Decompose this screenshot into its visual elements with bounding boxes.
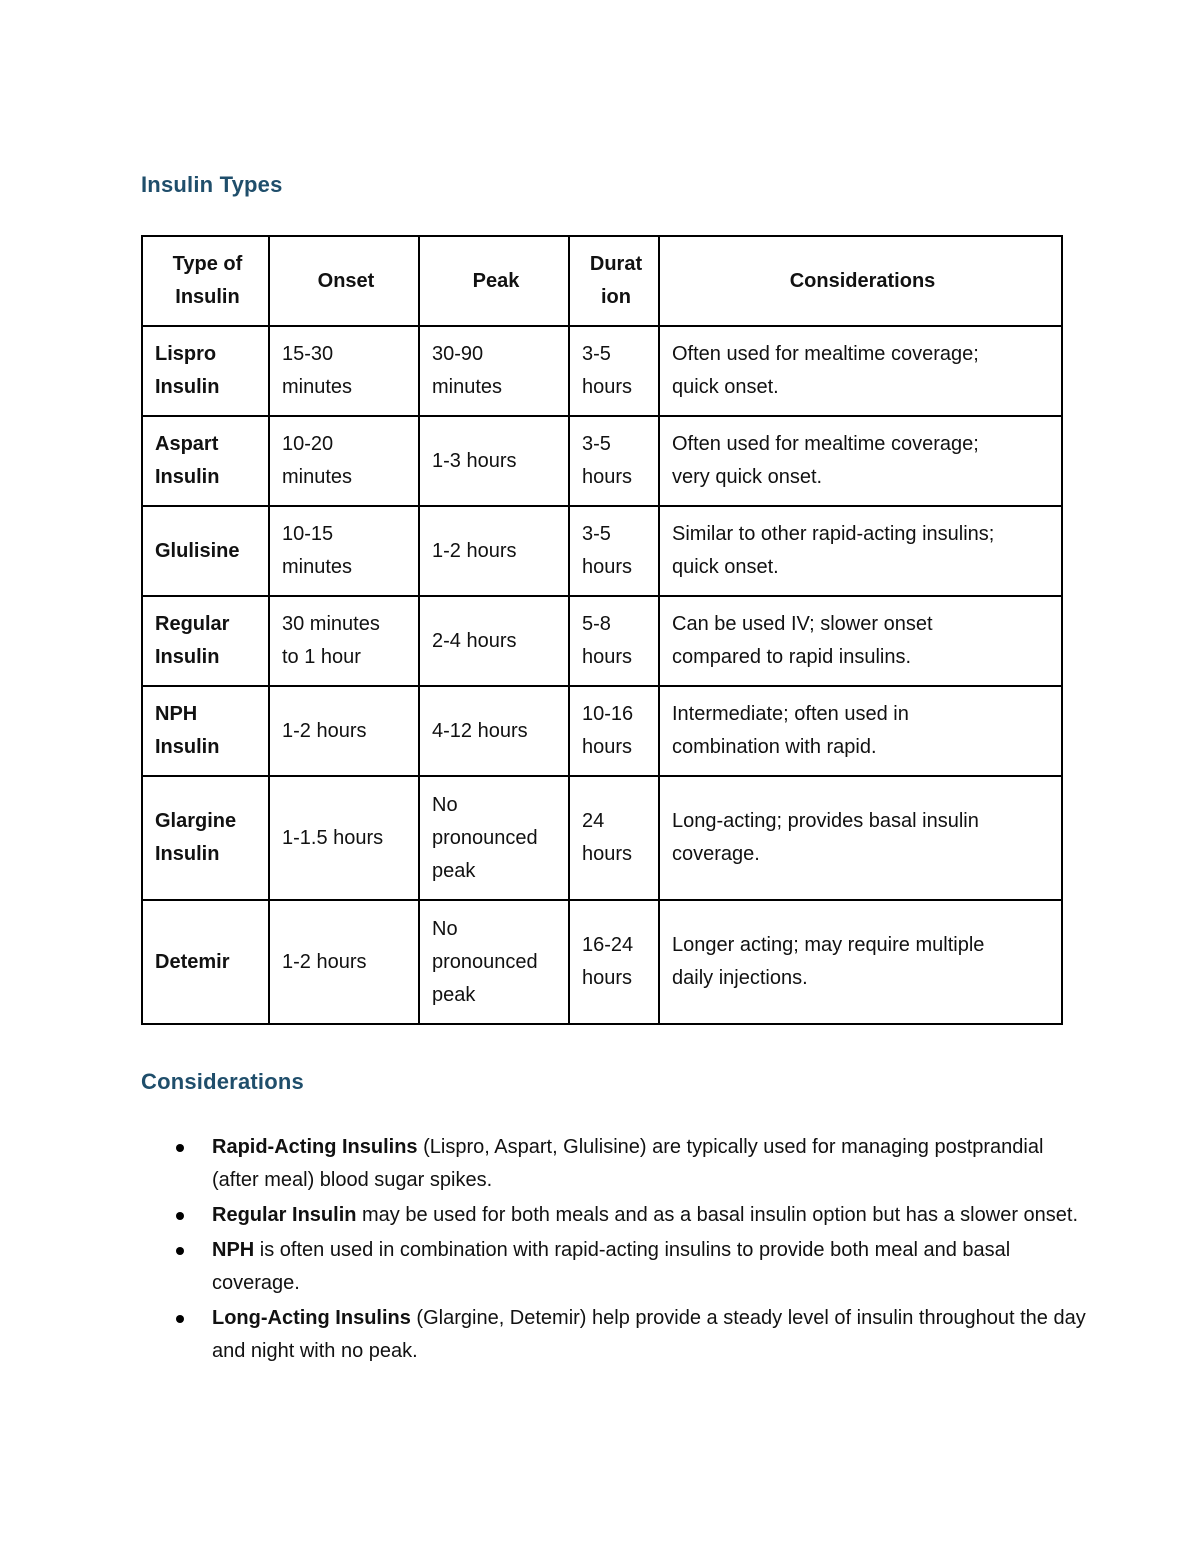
name-line: Insulin — [155, 646, 220, 668]
table-row — [142, 326, 1062, 416]
duration-line: 24 — [582, 810, 605, 832]
header-duration-line1: Durat — [589, 253, 643, 275]
name-line: Insulin — [155, 466, 220, 488]
note-term: Rapid-Acting Insulins — [212, 1136, 418, 1158]
peak-line: 30-90 — [432, 343, 484, 365]
considerations-line: Often used for mealtime coverage; — [672, 433, 979, 455]
duration-line: hours — [582, 967, 633, 989]
table-row — [142, 506, 1062, 596]
peak-line: minutes — [432, 376, 503, 398]
onset-line: 30 minutes — [282, 613, 380, 635]
duration-line: 5-8 — [582, 613, 611, 635]
table-header — [142, 236, 1062, 326]
note-term: Regular Insulin — [212, 1204, 357, 1226]
cell-onset — [269, 326, 419, 416]
header-duration-line2: ion — [601, 286, 631, 308]
cell-considerations — [659, 506, 1062, 596]
cell-considerations — [659, 326, 1062, 416]
name-line: Regular — [155, 613, 230, 635]
considerations-line: coverage. — [672, 843, 760, 865]
onset-line: minutes — [282, 466, 353, 488]
list-item — [212, 1234, 1092, 1300]
table-row — [142, 776, 1062, 900]
header-duration — [569, 236, 659, 326]
cell-duration — [569, 326, 659, 416]
cell-insulin-name: Glulisine — [142, 506, 269, 596]
note-text: (Glargine, Detemir) help provide a steady level of insulin throughout the day and night with no peak. — [212, 1307, 1086, 1362]
cell-considerations — [659, 596, 1062, 686]
cell-peak: 2-4 hours — [419, 596, 569, 686]
peak-line: No — [432, 917, 458, 940]
duration-line: hours — [582, 556, 633, 578]
duration-line: hours — [582, 376, 633, 398]
cell-onset: 1-2 hours — [269, 686, 419, 776]
cell-duration — [569, 900, 659, 1024]
cell-insulin-name — [142, 686, 269, 776]
cell-considerations — [659, 900, 1062, 1024]
note-term: Long-Acting Insulins — [212, 1307, 411, 1329]
cell-peak — [419, 326, 569, 416]
considerations-line: quick onset. — [672, 376, 779, 398]
bullet-icon — [176, 1247, 184, 1255]
duration-line: hours — [582, 843, 633, 865]
duration-line: 3-5 — [582, 433, 611, 455]
header-row — [142, 236, 1062, 326]
name-line: Insulin — [155, 376, 220, 398]
table-row — [142, 416, 1062, 506]
section-heading-considerations: Considerations — [141, 1069, 304, 1094]
cell-considerations — [659, 686, 1062, 776]
list-item — [212, 1199, 1092, 1232]
cell-considerations — [659, 776, 1062, 900]
name-line: Insulin — [155, 736, 220, 758]
cell-peak: 4-12 hours — [419, 686, 569, 776]
cell-onset: 1-1.5 hours — [269, 776, 419, 900]
peak-line: pronounced — [432, 826, 538, 849]
table-row — [142, 596, 1062, 686]
onset-line: 15-30 — [282, 343, 334, 365]
considerations-line: Longer acting; may require multiple — [672, 934, 985, 956]
duration-line: 3-5 — [582, 523, 611, 545]
bullet-icon — [176, 1212, 184, 1220]
header-type-of-insulin — [142, 236, 269, 326]
list-item — [212, 1131, 1092, 1197]
cell-peak — [419, 776, 569, 900]
list-item — [212, 1302, 1092, 1368]
considerations-line: Can be used IV; slower onset — [672, 613, 933, 635]
duration-line: hours — [582, 736, 633, 758]
considerations-line: Similar to other rapid-acting insulins; — [672, 523, 995, 545]
table-body — [142, 326, 1062, 1024]
cell-duration — [569, 416, 659, 506]
header-onset: Onset — [269, 236, 419, 326]
table-row — [142, 900, 1062, 1024]
cell-peak — [419, 900, 569, 1024]
section-heading-insulin-types: Insulin Types — [141, 172, 283, 197]
cell-insulin-name — [142, 326, 269, 416]
bullet-icon — [176, 1315, 184, 1323]
onset-line: minutes — [282, 556, 353, 578]
onset-line: to 1 hour — [282, 646, 361, 668]
cell-insulin-name — [142, 416, 269, 506]
considerations-line: quick onset. — [672, 556, 779, 578]
considerations-line: Long-acting; provides basal insulin — [672, 810, 979, 832]
header-peak: Peak — [419, 236, 569, 326]
duration-line: 3-5 — [582, 343, 611, 365]
considerations-line: compared to rapid insulins. — [672, 646, 912, 668]
cell-duration — [569, 506, 659, 596]
onset-line: minutes — [282, 376, 353, 398]
note-term: NPH — [212, 1239, 255, 1261]
onset-line: 10-20 — [282, 433, 334, 455]
cell-duration — [569, 776, 659, 900]
table-row — [142, 686, 1062, 776]
note-text: (Lispro, Aspart, Glulisine) are typically used for managing postprandial (after meal) blood sugar spikes. — [212, 1136, 1044, 1191]
considerations-line: Often used for mealtime coverage; — [672, 343, 979, 365]
onset-line: 10-15 — [282, 523, 334, 545]
cell-considerations — [659, 416, 1062, 506]
note-text: is often used in combination with rapid-acting insulins to provide both meal and basal coverage. — [212, 1239, 1011, 1294]
cell-duration — [569, 596, 659, 686]
name-line: Aspart — [155, 433, 219, 455]
peak-line: No — [432, 793, 458, 816]
cell-insulin-name — [142, 596, 269, 686]
cell-duration — [569, 686, 659, 776]
considerations-line: combination with rapid. — [672, 736, 877, 758]
duration-line: hours — [582, 646, 633, 668]
bullet-icon — [176, 1144, 184, 1152]
considerations-line: daily injections. — [672, 967, 808, 989]
header-type-line1: Type of — [172, 253, 243, 275]
header-considerations: Considerations — [659, 236, 1062, 326]
note-text: may be used for both meals and as a basal insulin option but has a slower onset. — [356, 1204, 1079, 1226]
considerations-line: very quick onset. — [672, 466, 823, 488]
considerations-line: Intermediate; often used in — [672, 703, 909, 725]
peak-line: peak — [432, 983, 476, 1006]
cell-onset — [269, 416, 419, 506]
insulin-types-table — [141, 235, 1063, 1025]
peak-line: peak — [432, 859, 476, 882]
duration-line: hours — [582, 466, 633, 488]
duration-line: 16-24 — [582, 934, 634, 956]
cell-onset — [269, 506, 419, 596]
name-line: Insulin — [155, 843, 220, 865]
considerations-list — [176, 1131, 1092, 1370]
peak-line: pronounced — [432, 950, 538, 973]
header-type-line2: Insulin — [175, 286, 240, 308]
name-line: Glargine — [155, 810, 237, 832]
duration-line: 10-16 — [582, 703, 634, 725]
cell-onset — [269, 596, 419, 686]
cell-peak: 1-3 hours — [419, 416, 569, 506]
cell-peak: 1-2 hours — [419, 506, 569, 596]
name-line: NPH — [155, 703, 198, 725]
cell-insulin-name — [142, 776, 269, 900]
cell-insulin-name: Detemir — [142, 900, 269, 1024]
cell-onset: 1-2 hours — [269, 900, 419, 1024]
name-line: Lispro — [155, 343, 217, 365]
